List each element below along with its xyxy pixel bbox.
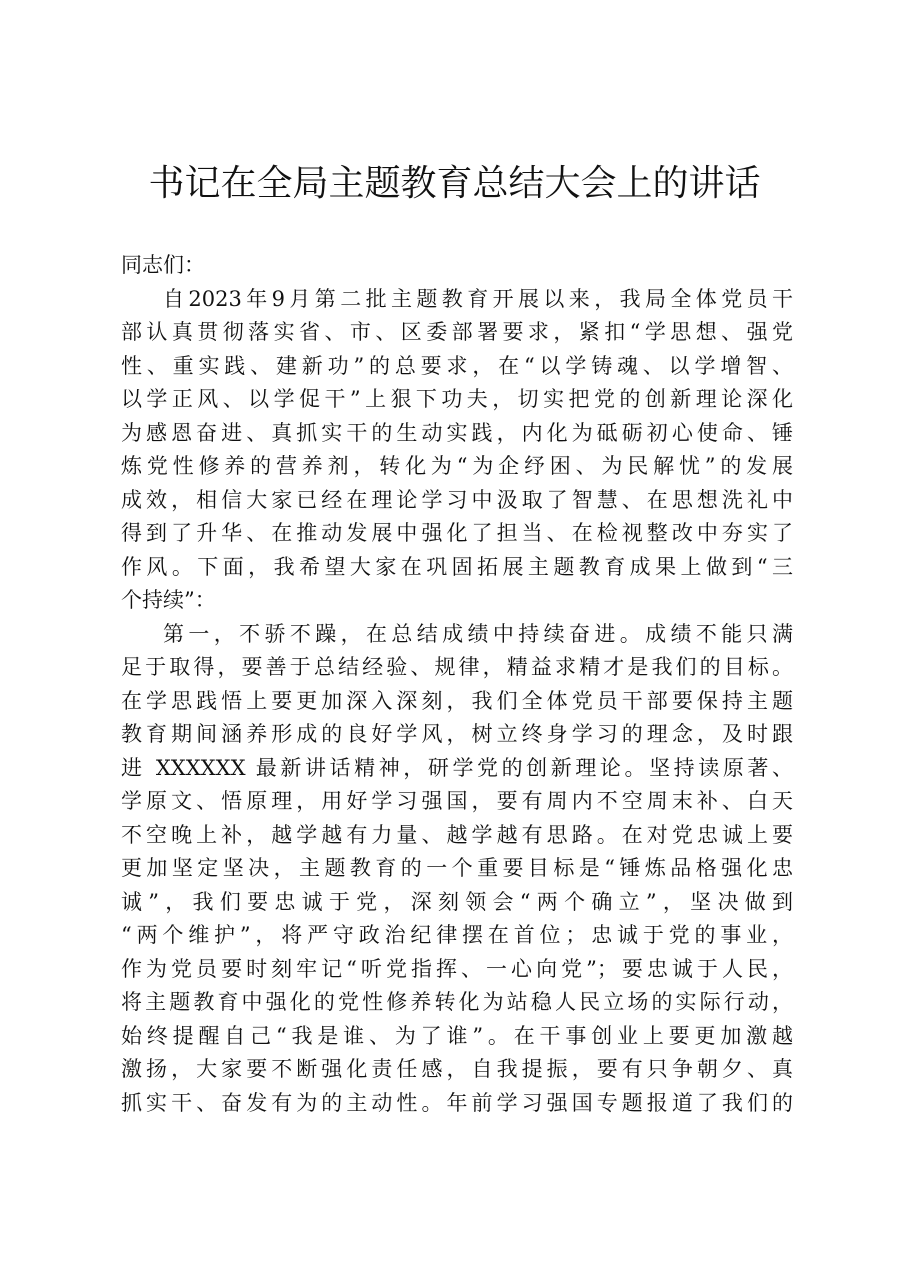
text-line: 足于取得，要善于总结经验、规律，精益求精才是我们的目标。 [121, 655, 793, 679]
text-line: 个持续”： [121, 588, 216, 612]
text-line: “两个维护”，将严守政治纪律摆在首位；忠诚于党的事业， [121, 923, 793, 947]
text-line: 在学思践悟上要更加深入深刻，我们全体党员干部要保持主题 [121, 688, 793, 713]
text-line: 激扬，大家要不断强化责任感，自我提振，要有只争朝夕、真 [121, 1057, 793, 1081]
text-line: 始终提醒自己“我是谁、为了谁”。在干事创业上要更加激越 [121, 1023, 793, 1048]
text-line: 诚”，我们要忠诚于党，深刻领会“两个确立”，坚决做到 [121, 889, 793, 914]
text-line: 性、重实践、建新功”的总要求，在“以学铸魂、以学增智、 [121, 353, 793, 378]
text-line: 作风。下面，我希望大家在巩固拓展主题教育成果上做到“三 [121, 554, 793, 579]
text-line: 不空晚上补，越学越有力量、越学越有思路。在对党忠诚上要 [121, 822, 793, 847]
text-line: 成效，相信大家已经在理论学习中汲取了智慧、在思想洗礼中 [121, 487, 793, 512]
text-line: 得到了升华、在推动发展中强化了担当、在检视整改中夯实了 [121, 521, 793, 545]
document-body [121, 249, 793, 1120]
text-line: 为感恩奋进、真抓实干的生动实践，内化为砥砺初心使命、锤 [121, 420, 793, 445]
text-line: 学原文、悟原理，用好学习强国，要有周内不空周末补、白天 [121, 789, 793, 813]
text-line: 将主题教育中强化的党性修养转化为站稳人民立场的实际行动， [121, 990, 793, 1014]
text-line: 部认真贯彻落实省、市、区委部署要求，紧扣“学思想、强党 [121, 320, 793, 344]
salutation: 同志们： [121, 253, 205, 277]
paragraph-lines [121, 283, 793, 1121]
text-line: 进 XXXXXX 最新讲话精神，研学党的创新理论。坚持读原著、 [121, 755, 793, 780]
text-line: 第一，不骄不躁，在总结成绩中持续奋进。成绩不能只满 [163, 621, 793, 646]
text-line: 抓实干、奋发有为的主动性。年前学习强国专题报道了我们的 [121, 1090, 793, 1115]
document-title: 书记在全局主题教育总结大会上的讲话 [148, 163, 761, 204]
text-line: 教育期间涵养形成的良好学风，树立终身学习的理念，及时跟 [121, 722, 793, 746]
text-line: 自2023年9月第二批主题教育开展以来，我局全体党员干 [163, 286, 793, 311]
text-line: 以学正风、以学促干”上狠下功夫，切实把党的创新理论深化 [121, 387, 793, 411]
text-line: 炼党性修养的营养剂，转化为“为企纾困、为民解忧”的发展 [121, 454, 793, 478]
text-line: 作为党员要时刻牢记“听党指挥、一心向党”；要忠诚于人民， [121, 956, 793, 981]
text-line: 更加坚定坚决，主题教育的一个重要目标是“锤炼品格强化忠 [121, 856, 793, 880]
